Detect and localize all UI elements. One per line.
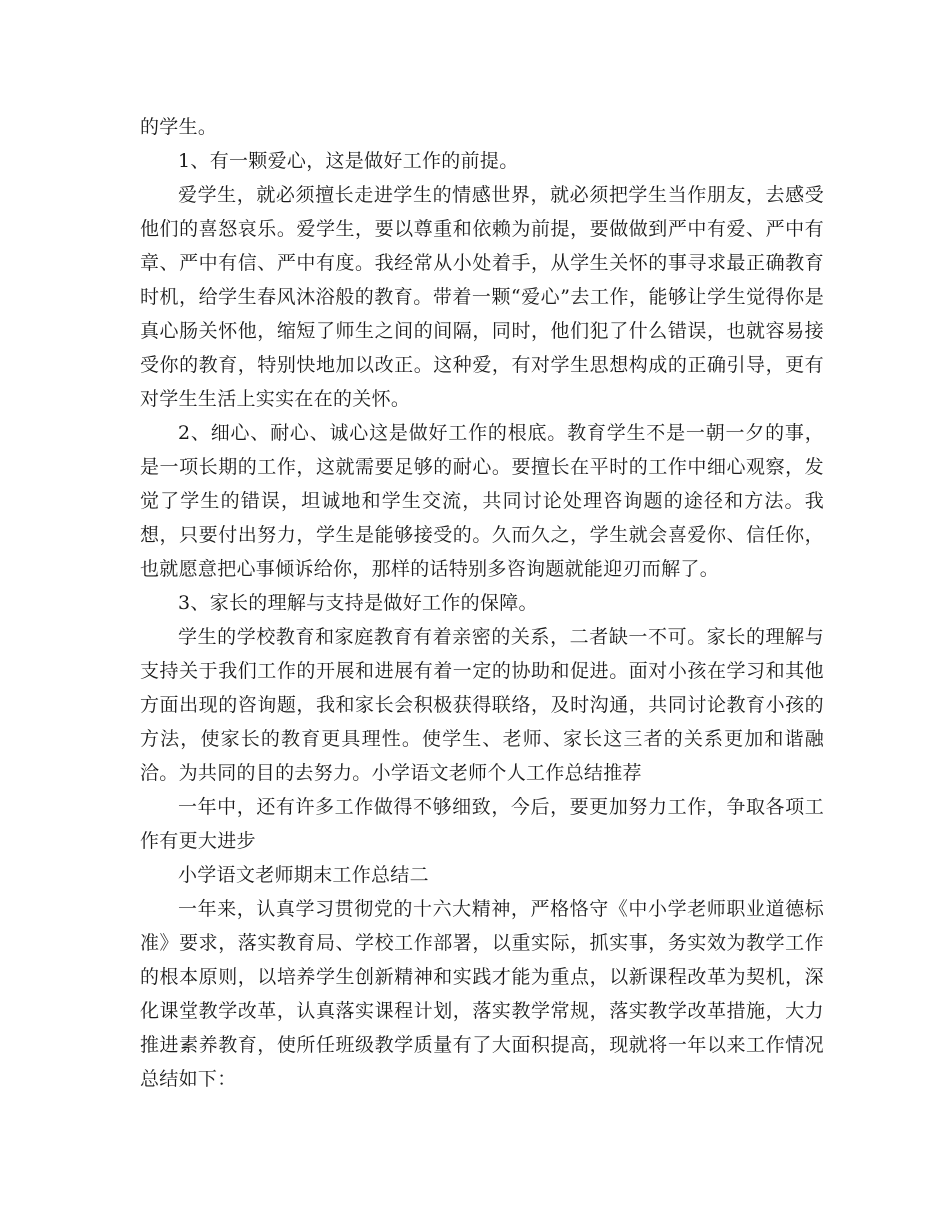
paragraph-point-2-patience: 2、细心、耐心、诚心这是做好工作的根底。教育学生不是一朝一夕的事，是一项长期的工作，这就需要足够的耐心。要擅长在平时的工作中细心观察，发觉了学生的错误，坦诚地和学生交流，共同讨论处理咨询题的途径和方法。我想，只要付出努力，学生是能够接受的。久而久之，学生就会喜爱你、信任你，也就愿意把心事倾诉给你，那样的话特别多咨询题就能迎刃而解了。 — [140, 422, 824, 580]
section-title-summary-two: 小学语文老师期末工作总结二 — [178, 864, 429, 886]
document-body — [140, 110, 824, 1096]
heading-point-1-love: 1、有一颗爱心，这是做好工作的前提。 — [178, 150, 519, 172]
paragraph-year-reflection: 一年中，还有许多工作做得不够细致，今后，要更加努力工作，争取各项工作有更大进步 — [140, 796, 824, 852]
paragraph-year-overview: 一年来，认真学习贯彻党的十六大精神，严格恪守《中小学老师职业道德标准》要求，落实教育局、学校工作部署，以重实际，抓实事，务实效为教学工作的根本原则，以培养学生创新精神和实践才能为重点，以新课程改革为契机，深化课堂教学改革，认真落实课程计划，落实教学常规，落实教学改革措施，大力推进素养教育，使所任班级教学质量有了大面积提高，现就将一年以来工作情况总结如下： — [140, 898, 824, 1090]
paragraph-continuation: 的学生。 — [140, 116, 218, 138]
paragraph-love-students: 爱学生，就必须擅长走进学生的情感世界，就必须把学生当作朋友，去感受他们的喜怒哀乐。爱学生，要以尊重和依赖为前提，要做做到严中有爱、严中有章、严中有信、严中有度。我经常从小处着手，从学生关怀的事寻求最正确教育时机，给学生春风沐浴般的教育。带着一颗“爱心”去工作，能够让学生觉得你是真心肠关怀他，缩短了师生之间的间隔，同时，他们犯了什么错误，也就容易接受你的教育，特别快地加以改正。这种爱，有对学生思想构成的正确引导，更有对学生生活上实实在在的关怀。 — [140, 184, 824, 410]
paragraph-family-education: 学生的学校教育和家庭教育有着亲密的关系，二者缺一不可。家长的理解与支持关于我们工作的开展和进展有着一定的协助和促进。面对小孩在学习和其他方面出现的咨询题，我和家长会积极获得联络，及时沟通，共同讨论教育小孩的方法，使家长的教育更具理性。使学生、老师、家长这三者的关系更加和谐融洽。为共同的目的去努力。小学语文老师个人工作总结推荐 — [140, 626, 824, 784]
heading-point-3-parents: 3、家长的理解与支持是做好工作的保障。 — [178, 592, 538, 614]
